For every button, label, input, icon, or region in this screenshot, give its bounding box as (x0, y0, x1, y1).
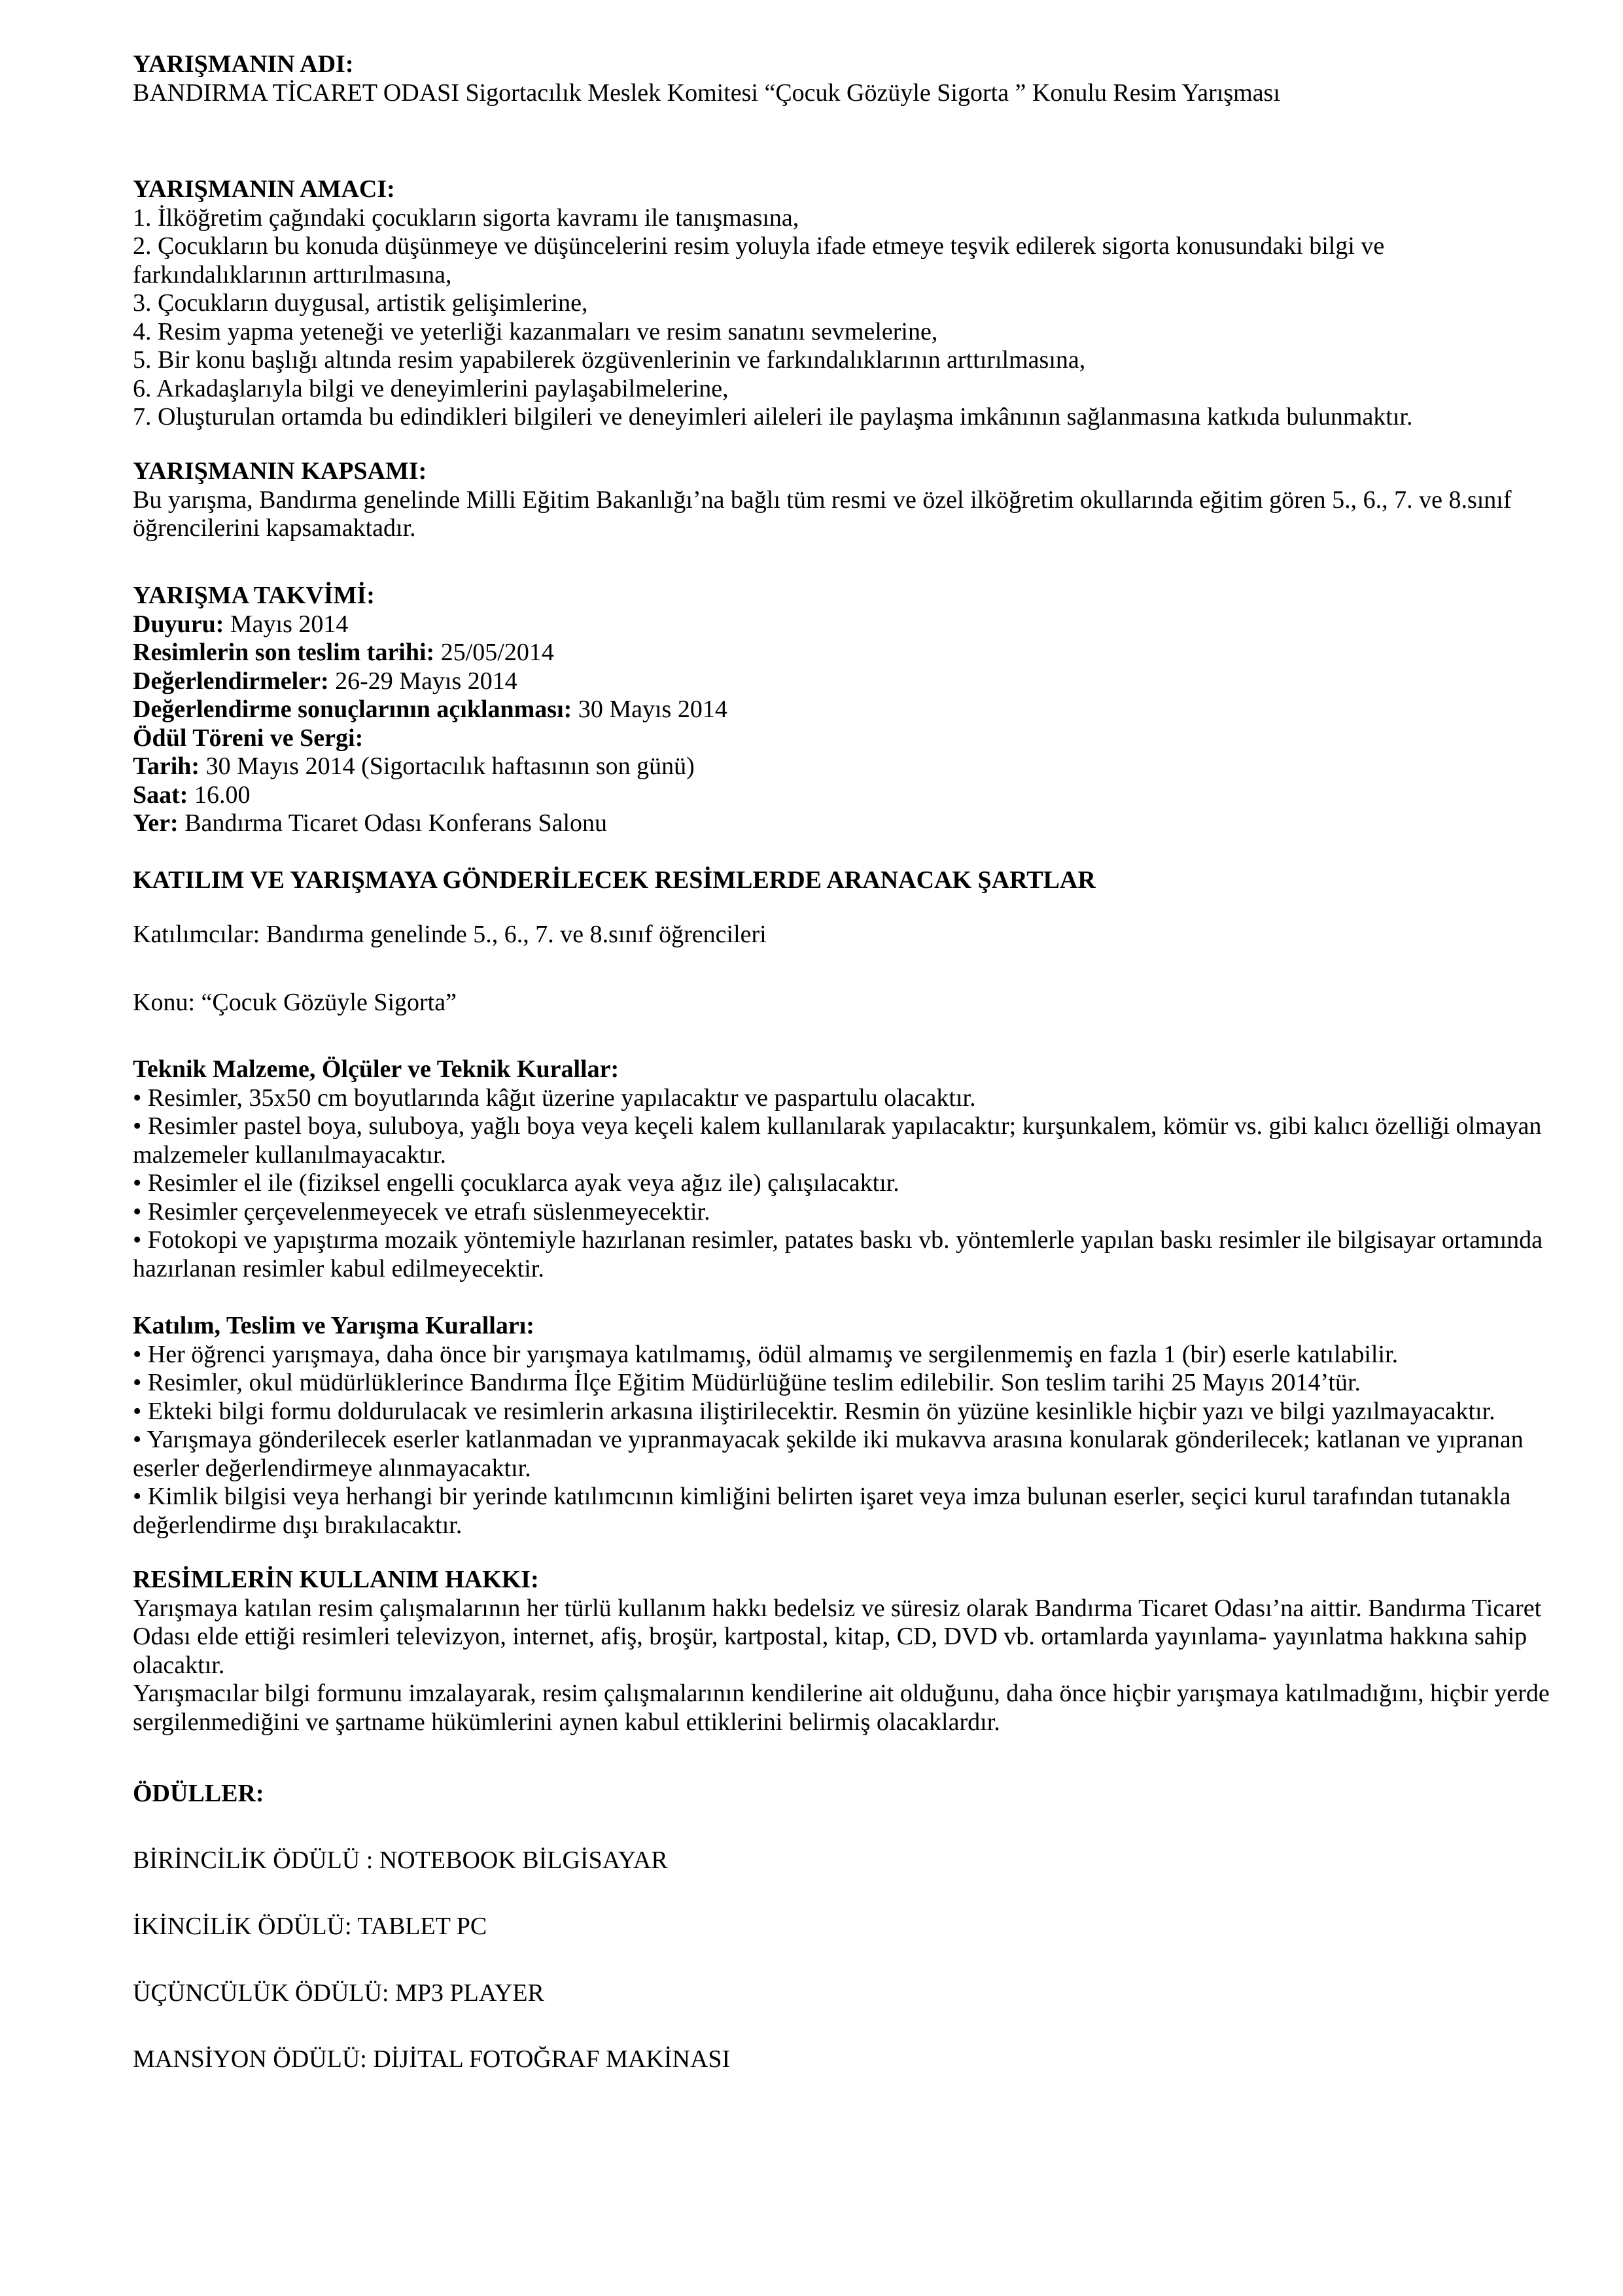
purpose-item: 4. Resim yapma yeteneği ve yeterliği kazanmaları ve resim sanatını sevmelerine, (133, 317, 938, 345)
section-schedule (133, 582, 1552, 838)
section-purpose (133, 175, 1552, 432)
technical-item: • Resimler, 35x50 cm boyutlarında kâğıt üzerine yapılacaktır ve paspartulu olacaktır. (133, 1084, 976, 1112)
rule-item: • Kimlik bilgisi veya herhangi bir yerinde katılımcının kimliğini belirten işaret veya imza bulunan eserler, seçici kurul tarafından tutanakla değerlendirme dışı bırakılacaktır. (133, 1483, 1511, 1539)
section-participation (133, 866, 1552, 895)
purpose-item: 3. Çocukların duygusal, artistik gelişimlerine, (133, 289, 588, 317)
schedule-row: Resimlerin son teslim tarihi: 25/05/2014 (133, 639, 554, 666)
technical-item: • Resimler çerçevelenmeyecek ve etrafı süslenmeyecektir. (133, 1197, 710, 1226)
schedule-row: Değerlendirme sonuçlarının açıklanması: 30 Mayıs 2014 (133, 696, 727, 723)
schedule-row: Yer: Bandırma Ticaret Odası Konferans Salonu (133, 809, 608, 837)
usage-paragraph: Yarışmaya katılan resim çalışmalarının her türlü kullanım hakkı bedelsiz ve süresiz olarak Bandırma Ticaret Odası’na aittir. Bandırma Ticaret Odası elde ettiği resimleri televizyon, internet, afiş, broşür, kartpostal, kitap, CD, DVD vb. ortamlarda yayınlama- yayınlatma hakkına sahip olacaktır. (133, 1594, 1542, 1679)
section-rules (133, 1312, 1552, 1540)
purpose-item: 6. Arkadaşlarıyla bilgi ve deneyimlerini paylaşabilmelerine, (133, 374, 729, 402)
heading-name: YARIŞMANIN ADI: (133, 50, 354, 78)
schedule-row: Ödül Töreni ve Sergi: (133, 724, 364, 752)
heading-scope: YARIŞMANIN KAPSAMI: (133, 457, 427, 485)
rule-item: • Ekteki bilgi formu doldurulacak ve resimlerin arkasına iliştirilecektir. Resmin ön yüzüne kesinlikle hiçbir yazı ve bilgi yazılmayacaktır. (133, 1397, 1495, 1425)
prize-second: İKİNCİLİK ÖDÜLÜ: TABLET PC (133, 1913, 487, 1940)
topic-text: Konu: “Çocuk Gözüyle Sigorta” (133, 989, 457, 1016)
purpose-item: 1. İlköğretim çağındaki çocukların sigorta kavramı ile tanışmasına, (133, 203, 799, 232)
section-technical (133, 1055, 1552, 1283)
technical-item: • Resimler pastel boya, suluboya, yağlı boya veya keçeli kalem kullanılarak yapılacaktır; kurşunkalem, kömür vs. gibi kalıcı özelliği olmayan malzemeler kullanılmayacaktır. (133, 1112, 1542, 1169)
technical-item: • Resimler el ile (fiziksel engelli çocuklarca ayak veya ağız ile) çalışılacaktır. (133, 1169, 899, 1197)
rule-item: • Resimler, okul müdürlüklerince Bandırma İlçe Eğitim Müdürlüğüne teslim edilebilir. Son teslim tarihi 25 Mayıs 2014’tür. (133, 1369, 1361, 1396)
scope-text: Bu yarışma, Bandırma genelinde Milli Eğitim Bakanlığı’na bağlı tüm resmi ve özel ilköğretim okullarında eğitim gören 5., 6., 7. ve 8.sınıf öğrencilerini kapsamaktadır. (133, 486, 1512, 542)
heading-purpose: YARIŞMANIN AMACI: (133, 175, 395, 203)
section-scope (133, 457, 1552, 543)
prize-first: BİRİNCİLİK ÖDÜLÜ : NOTEBOOK BİLGİSAYAR (133, 1846, 668, 1874)
participants-text: Katılımcılar: Bandırma genelinde 5., 6., 7. ve 8.sınıf öğrencileri (133, 921, 767, 948)
heading-usage-rights: RESİMLERİN KULLANIM HAKKI: (133, 1566, 539, 1593)
purpose-item: 7. Oluşturulan ortamda bu edindikleri bilgileri ve deneyimleri aileleri ile paylaşma imkânının sağlanmasına katkıda bulunmaktır. (133, 403, 1413, 431)
schedule-row: Saat: 16.00 (133, 781, 251, 809)
competition-name: BANDIRMA TİCARET ODASI Sigortacılık Meslek Komitesi “Çocuk Gözüyle Sigorta ” Konulu Resim Yarışması (133, 79, 1280, 107)
section-name (133, 50, 1552, 107)
prize-third: ÜÇÜNCÜLÜK ÖDÜLÜ: MP3 PLAYER (133, 1979, 544, 2007)
schedule-row: Değerlendirmeler: 26-29 Mayıs 2014 (133, 667, 517, 695)
rule-item: • Her öğrenci yarışmaya, daha önce bir yarışmaya katılmamış, ödül almamış ve sergilenmemiş en fazla 1 (bir) eserle katılabilir. (133, 1340, 1399, 1368)
prize-honorable-mention: MANSİYON ÖDÜLÜ: DİJİTAL FOTOĞRAF MAKİNASI (133, 2045, 731, 2073)
technical-item: • Fotokopi ve yapıştırma mozaik yöntemiyle hazırlanan resimler, patates baskı vb. yöntemlerle yapılan baskı resimler ile bilgisayar ortamında hazırlanan resimler kabul edilmeyecektir. (133, 1226, 1543, 1282)
heading-participation: KATILIM VE YARIŞMAYA GÖNDERİLECEK RESİMLERDE ARANACAK ŞARTLAR (133, 866, 1096, 894)
heading-schedule: YARIŞMA TAKVİMİ: (133, 582, 375, 609)
heading-technical: Teknik Malzeme, Ölçüler ve Teknik Kurallar: (133, 1055, 620, 1083)
heading-rules: Katılım, Teslim ve Yarışma Kuralları: (133, 1312, 534, 1339)
section-usage-rights (133, 1566, 1552, 1737)
usage-paragraph: Yarışmacılar bilgi formunu imzalayarak, resim çalışmalarının kendilerine ait olduğunu, daha önce hiçbir yarışmaya katılmadığını, hiçbir yerde sergilenmediğini ve şartname hükümlerini aynen kabul ettiklerini belirmiş olacaklardır. (133, 1680, 1550, 1736)
schedule-row: Duyuru: Mayıs 2014 (133, 610, 349, 638)
rule-item: • Yarışmaya gönderilecek eserler katlanmadan ve yıpranmayacak şekilde iki mukavva arasına konularak gönderilecek; katlanan ve yıpranan eserler değerlendirmeye alınmayacaktır. (133, 1426, 1524, 1482)
purpose-item: 5. Bir konu başlığı altında resim yapabilerek özgüvenlerinin ve farkındalıklarının arttırılmasına, (133, 346, 1086, 374)
heading-prizes: ÖDÜLLER: (133, 1780, 264, 1807)
purpose-item: 2. Çocukların bu konuda düşünmeye ve düşüncelerini resim yoluyla ifade etmeye teşvik edilerek sigorta konusundaki bilgi ve farkındalıklarının arttırılmasına, (133, 232, 1385, 289)
schedule-row: Tarih: 30 Mayıs 2014 (Sigortacılık haftasının son günü) (133, 752, 695, 780)
